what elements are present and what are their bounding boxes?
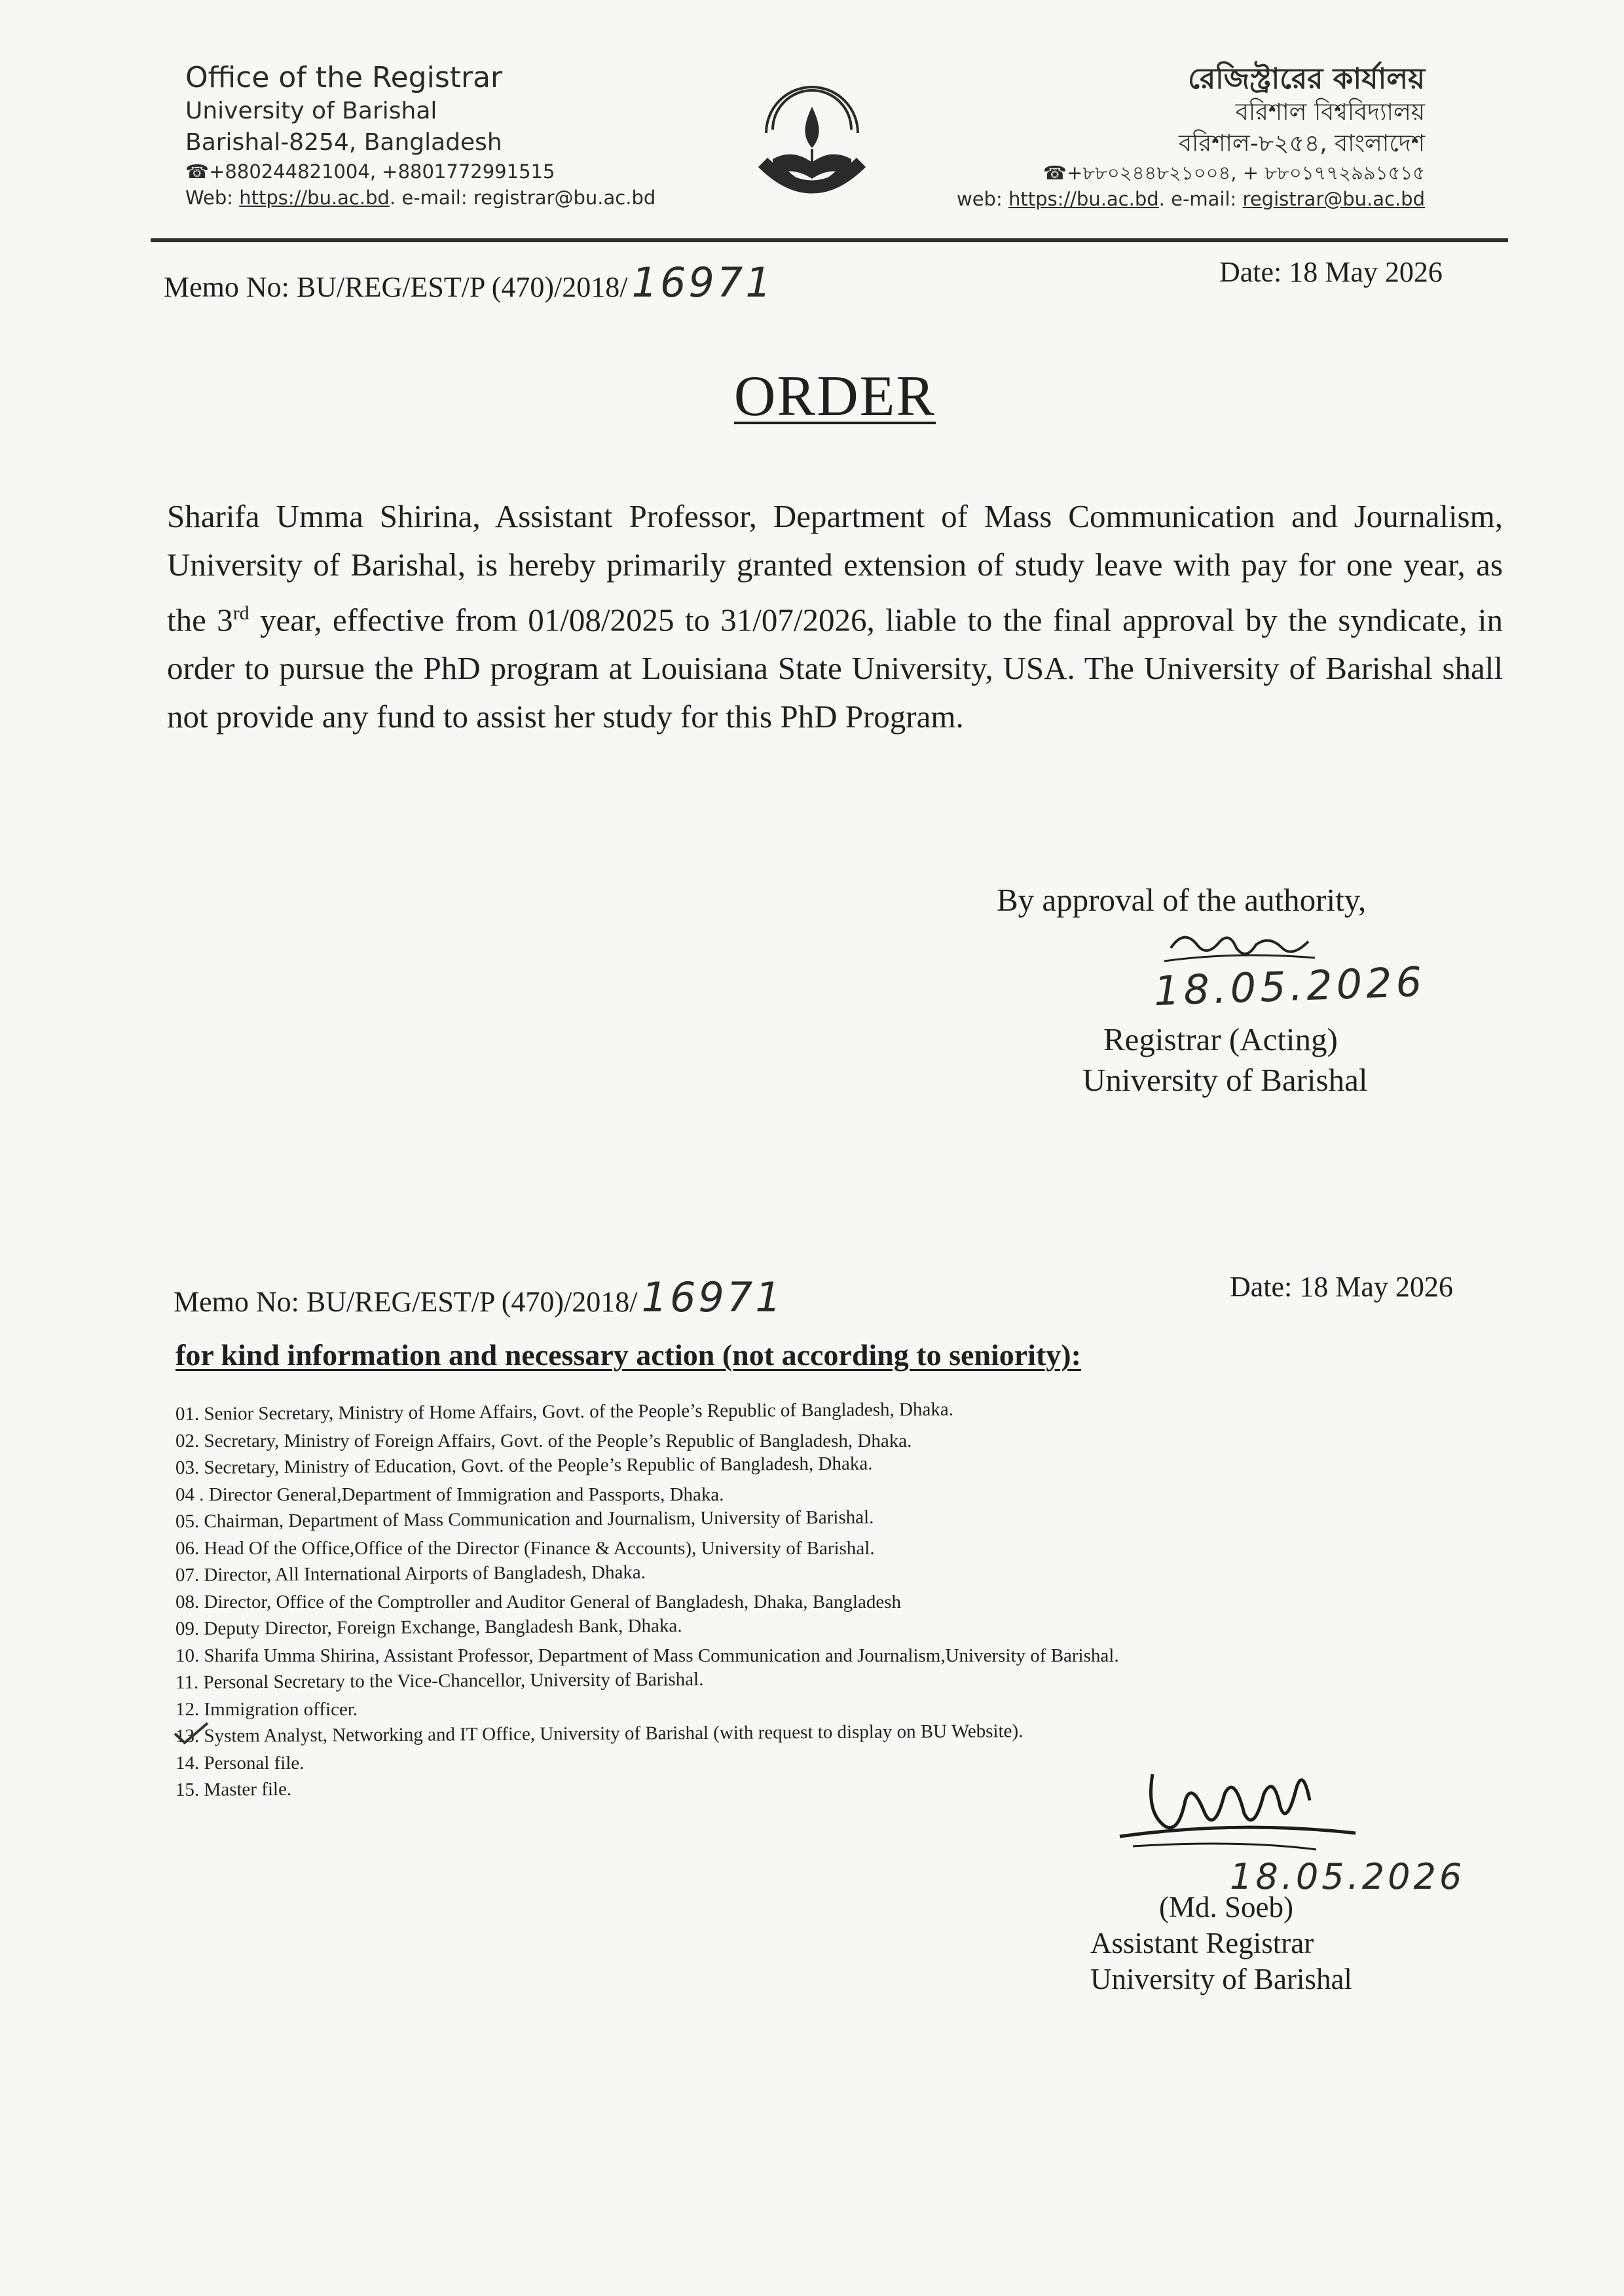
ordinal-suffix: rd xyxy=(232,602,249,624)
letterhead-right xyxy=(957,62,1425,212)
university-seal-icon xyxy=(747,71,877,208)
office-title: Office of the Registrar xyxy=(185,61,503,94)
letterhead-left xyxy=(185,60,655,211)
website-link[interactable]: https://bu.ac.bd xyxy=(239,187,390,209)
handwritten-memo-number: 16971 xyxy=(641,1273,784,1321)
phone-line xyxy=(185,158,655,185)
handwritten-date-registrar: 18.05.2026 xyxy=(1153,957,1427,1015)
handwritten-date-assistant: 18.05.2026 xyxy=(1230,1856,1466,1897)
memo-date: Date: 18 May 2026 xyxy=(1219,256,1443,288)
list-item: 06. Head Of the Office,Office of the Director (Finance & Accounts), University of Barishal. xyxy=(175,1538,875,1559)
list-item: 13. System Analyst, Networking and IT Office, University of Barishal (with request to display on BU Website). xyxy=(175,1721,1024,1747)
phone-numbers-bn: +৮৮০২৪৪৮২১০০৪, + ৮৮০১৭৭২৯৯১৫১৫ xyxy=(1066,162,1425,184)
list-item: 05. Chairman, Department of Mass Communication and Journalism, University of Barishal. xyxy=(175,1506,874,1532)
signature-assistant-registrar xyxy=(1107,1741,1369,1872)
address-line: Barishal-8254, Bangladesh xyxy=(185,129,502,156)
web-label: Web: xyxy=(185,187,233,209)
signatory-name: (Md. Soeb) xyxy=(1159,1891,1293,1923)
signatory-institution: University of Barishal xyxy=(1090,1963,1352,1995)
university-name-bn: বরিশাল বিশ্ববিদ্যালয় xyxy=(1235,99,1425,126)
website-link[interactable]: https://bu.ac.bd xyxy=(1008,188,1159,210)
list-item: 11. Personal Secretary to the Vice-Chancellor, University of Barishal. xyxy=(175,1669,704,1693)
distribution-heading: for kind information and necessary action (not according to seniority): xyxy=(175,1338,1081,1372)
email-link[interactable]: registrar@bu.ac.bd xyxy=(1242,188,1425,210)
web-email-line xyxy=(185,185,655,211)
order-body-text-2: year, effective from 01/08/2025 to 31/07/2026, liable to the final approval by the syndicate, in order to pursue the PhD program at Louisiana State University, USA. The University of Barishal shall not provide any fund to assist her study for this PhD Program. xyxy=(167,602,1503,735)
office-title-bn: রেজিস্ট্রারের কার্যালয় xyxy=(1188,62,1425,96)
memo-prefix: Memo No: BU/REG/EST/P (470)/2018/ xyxy=(174,1286,638,1318)
list-item: 14. Personal file. xyxy=(175,1753,304,1774)
list-item: 15. Master file. xyxy=(175,1778,292,1800)
list-item: 08. Director, Office of the Comptroller and Auditor General of Bangladesh, Dhaka, Bangladesh xyxy=(175,1592,902,1613)
web-email-line-bn xyxy=(957,186,1425,212)
email-link[interactable]: registrar@bu.ac.bd xyxy=(473,187,656,209)
order-title xyxy=(0,363,1624,429)
list-item: 04 . Director General,Department of Immigration and Passports, Dhaka. xyxy=(175,1484,724,1505)
phone-numbers: +880244821004, +8801772991515 xyxy=(209,160,555,183)
phone-line-bn xyxy=(957,160,1425,186)
list-item: 01. Senior Secretary, Ministry of Home Affairs, Govt. of the People’s Republic of Bangladesh, Dhaka. xyxy=(175,1398,954,1425)
registrar-designation: Registrar (Acting) xyxy=(1103,1021,1338,1057)
memo-date-2: Date: 18 May 2026 xyxy=(1230,1271,1453,1303)
memo-number xyxy=(164,259,774,306)
email-label: . e-mail: xyxy=(1158,188,1237,210)
registrar-institution: University of Barishal xyxy=(1082,1062,1368,1098)
signatory-designation: Assistant Registrar xyxy=(1090,1927,1314,1959)
list-item: 09. Deputy Director, Foreign Exchange, Bangladesh Bank, Dhaka. xyxy=(175,1615,682,1639)
email-label: . e-mail: xyxy=(389,187,468,209)
handwritten-memo-number: 16971 xyxy=(631,259,774,306)
phone-icon: ☎ xyxy=(1043,162,1067,184)
list-item: 02. Secretary, Ministry of Foreign Affairs, Govt. of the People’s Republic of Bangladesh, Dhaka. xyxy=(175,1430,912,1451)
list-item: 12. Immigration officer. xyxy=(175,1699,358,1720)
list-item: 03. Secretary, Ministry of Education, Govt. of the People’s Republic of Bangladesh, Dhaka. xyxy=(175,1453,873,1478)
approval-line: By approval of the authority, xyxy=(997,882,1367,918)
order-body-text-1: Sharifa Umma Shirina, Assistant Professor, Department of Mass Communication and Journalism, University of Barishal, is hereby primarily granted extension of study leave with pay for one year, as the 3 xyxy=(167,498,1503,638)
web-label: web: xyxy=(956,188,1003,210)
university-name: University of Barishal xyxy=(185,98,437,124)
order-title-text: ORDER xyxy=(733,365,936,428)
letterhead-divider xyxy=(151,238,1508,242)
address-line-bn: বরিশাল-৮২৫৪, বাংলাদেশ xyxy=(1179,130,1425,157)
memo-prefix: Memo No: BU/REG/EST/P (470)/2018/ xyxy=(164,271,628,303)
list-item: 07. Director, All International Airports of Bangladesh, Dhaka. xyxy=(175,1561,646,1586)
memo-number-2 xyxy=(174,1273,784,1321)
check-mark-icon xyxy=(172,1721,211,1747)
order-body xyxy=(167,492,1503,741)
list-item: 10. Sharifa Umma Shirina, Assistant Professor, Department of Mass Communication and Journalism,University of Barishal. xyxy=(175,1645,1119,1666)
phone-icon: ☎ xyxy=(185,160,210,183)
